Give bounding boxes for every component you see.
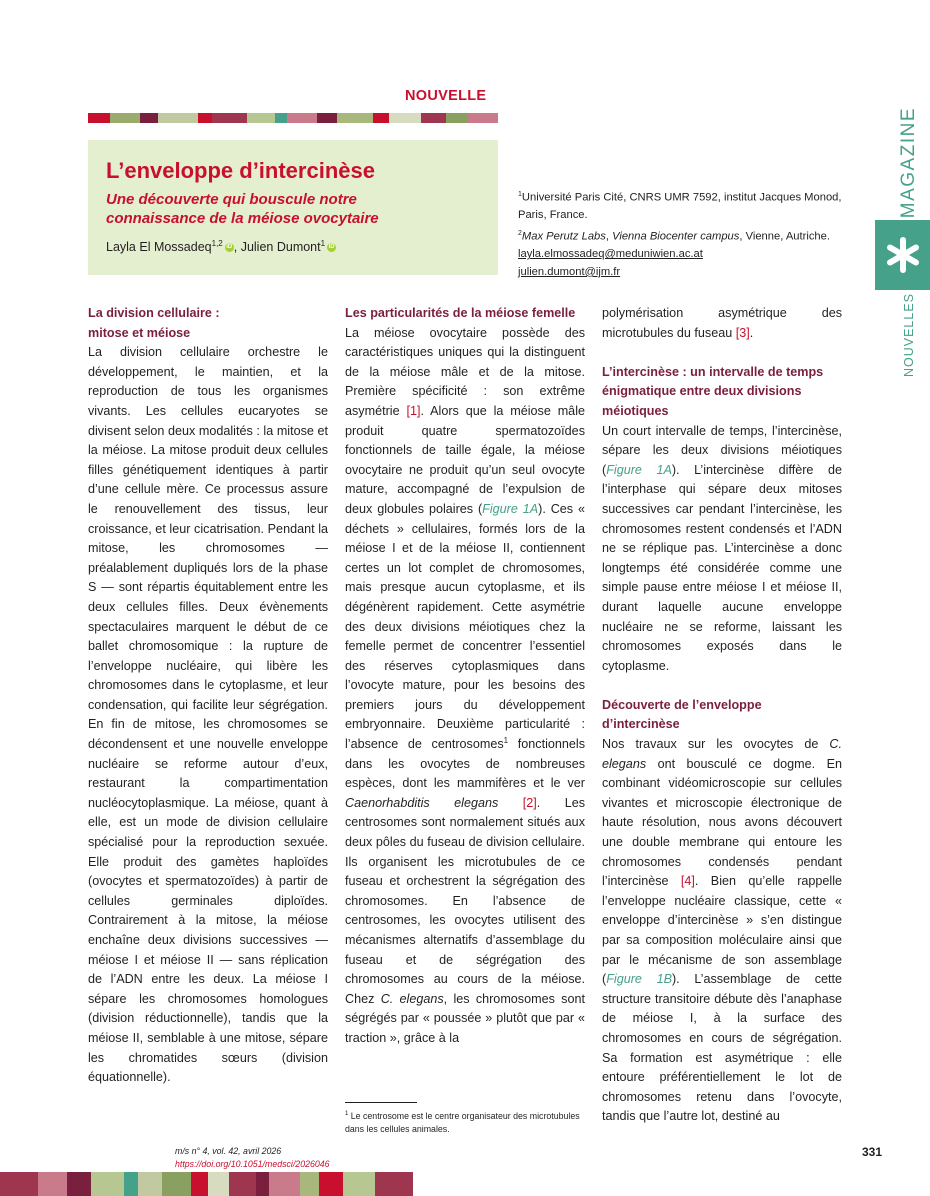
paragraph [602,304,842,343]
footnote-rule [345,1102,417,1103]
heading-line: La division cellulaire : [88,306,220,320]
species-name: C. elegans [602,737,842,771]
paragraph [602,422,842,677]
asterisk-icon [875,220,930,290]
paragraph [602,735,842,1127]
text-run: Un court intervalle de temps, l’intercinèse, sépare les deux divisions méiotiques ( [602,423,842,477]
text-run: La méiose ovocytaire possède des caractéristiques uniques qui la distinguent de la méiose mâle et de la mitose. Première spécificité : son extrême asymétrie [345,325,585,418]
heading-line: L’intercinèse : un intervalle de temps [602,364,824,379]
heading-line: méiotiques [602,403,669,418]
affiliation-1 [518,186,842,207]
citation-link[interactable]: [2] [522,795,537,810]
article-title: L’enveloppe d’intercinèse [106,158,375,183]
text-run: ). L’intercinèse diffère de l’interphase qui sépare deux mitoses successives car pendant l’intercinèse, les chromosomes restent condensés et l’ADN ne se réplique pas. L’intercinèse a donc longtemps été considérée comme une simple pause entre méiose I et méiose II, durant laquelle aucune enveloppe nucléaire ne se reforme, laissant les chromosomes exposés dans le cytoplasme. [602,462,842,673]
citation-link[interactable]: [4] [680,874,695,889]
text-run: . [749,325,754,340]
heading-line: énigmatique entre deux divisions [602,384,802,399]
text-run: , les chromosomes sont ségrégés par « poussée » plutôt que par « traction », grâce à la [345,991,585,1045]
text-run: . Bien qu’elle rappelle l’enveloppe nucléaire classique, cette « enveloppe d’intercinèse » s’en distingue par sa composition moléculaire ainsi que par le mécanisme de son assemblage ( [602,874,842,987]
affiliation-text: , Vienne, Autriche. [739,230,830,243]
text-run: polymérisation asymétrique des microtubules du fuseau [602,306,842,340]
orcid-icon[interactable]: iD [328,244,335,251]
species-name: Caenorhabditis elegans [345,795,499,810]
citation-link[interactable]: [1] [406,403,421,418]
species-name: C. elegans [380,991,444,1006]
column-1 [88,304,328,1088]
section-heading: Découverte de l’enveloppe d’intercinèse [602,697,762,732]
footnote-text: Le centrosome est le centre organisateur des microtubules dans les cellules animales. [345,1110,580,1134]
footer-color-strip [0,1172,413,1196]
asterisk-svg [883,235,923,275]
citation-link[interactable]: [3] [735,325,750,340]
figure-link[interactable]: Figure 1A [606,462,672,477]
subtitle-line-1: Une découverte qui bouscule notre [106,191,357,208]
section-heading: Les particularités de la méiose femelle [345,306,576,320]
section-label: NOUVELLE [405,88,487,104]
header-color-strip [88,113,498,123]
paragraph [345,324,585,1049]
heading-line: mitose et méiose [88,325,191,340]
spacer [602,676,842,696]
journal-citation: m/s n° 4, vol. 42, avril 2026 [175,1146,282,1156]
column-2 [345,304,585,1049]
section-heading [88,304,328,343]
text-run: ). Ces « déchets » cellulaires, formés lors de la méiose I et de la méiose II, contiennent certes un lot complet de chromosomes, mais presque aucun cytoplasme, et ils dégénèrent rapidement. Cette asymétrie des deux divisions méiotiques chez la femelle permet de concentrer l’essentiel des réserves cytoplasmiques dans l’ovocyte mature, pour les besoins des premiers jours du développement embryonnaire. Deuxième particularité : l’absence de centrosomes [345,501,585,752]
nouvelles-text: NOUVELLES [902,293,916,378]
author-affiliation-sup: 1 [320,239,326,248]
article-subtitle [106,191,486,228]
magazine-text: MAGAZINE [898,106,919,219]
affiliation-2 [518,225,838,246]
orcid-icon[interactable]: iD [226,244,233,251]
email-link[interactable]: layla.elmossadeq@meduniwien.ac.at [518,248,703,261]
affiliation-sep: , [605,230,613,243]
text-run: . Alors que la méiose mâle produit quatre spermatozoïdes fonctionnels de taille égale, la méiose ovocytaire ne produit qu’un seul ovocyte mature, accompagné de l’expulsion de deux globules polaires ( [345,403,585,516]
affiliation-text: Université Paris Cité, CNRS UMR 7592, institut Jacques Monod, [521,191,842,204]
subtitle-line-2: connaissance de la méiose ovocytaire [106,209,379,227]
author-name: Julien Dumont [240,240,321,255]
section-heading [602,363,842,422]
affiliation-1-cont: Paris, France. [518,209,588,222]
text-run: Nos travaux sur les ovocytes de [602,737,830,752]
footnote [345,1108,585,1136]
text-run: . Les centrosomes sont normalement situés aux deux pôles du fuseau de division cellulaire. Ils organisent les microtubules de ce fuseau et orchestrent la ségrégation des chromosomes. En l’absence de centrosomes, les ovocytes utilisent des mécanismes alternatifs d’assemblage du fuseau et de ségrégation des chromosomes au cours de la méiose. Chez [345,795,586,1006]
page-number: 331 [862,1145,883,1159]
nouvelles-label [891,293,927,378]
figure-link[interactable]: Figure 1A [482,501,539,516]
doi-link[interactable]: https://doi.org/10.1051/medsci/2026046 [175,1159,330,1169]
text-run [498,796,522,810]
figure-link[interactable]: Figure 1B [606,972,672,987]
author-list [106,239,336,254]
author-name: Layla El Mossadeq [106,240,212,255]
email-link[interactable]: julien.dumont@ijm.fr [518,265,621,278]
author-affiliation-sup: 1,2 [211,239,223,248]
text-run: ). L’assemblage de cette structure transitoire débute dès l’anaphase de méiose I, à la surface des chromosomes en cours de ségrégation. Sa formation est asymétrique : elle entoure préférentiellement le lot de chromosomes retenu dans l’ovocyte, tandis que l’autre lot, destiné au [602,972,843,1124]
magazine-label [891,105,927,220]
author-separator: , [233,240,241,255]
text-run: ont bousculé ce dogme. En combinant vidéomicroscopie sur cellules vivantes et microscopie électronique de haute résolution, nous avons découvert une double membrane qui entoure les chromosomes condensés pendant l’intercinèse [602,756,842,889]
affiliation-lab: Max Perutz Labs [521,230,606,243]
column-3 [602,304,842,1127]
text-run: fonctionnels dans les ovocytes de nombreuses espèces, dont les mammifères et le ver [345,737,585,791]
footnote-sup: 1 [345,1111,349,1117]
footnote-marker[interactable]: 1 [503,735,509,745]
affiliation-sup: 1 [518,191,522,198]
affiliation-campus: Vienna Biocenter campus [612,230,740,243]
spacer [602,343,842,363]
affiliations [518,186,842,281]
affiliation-sup: 2 [518,229,522,237]
paragraph: La division cellulaire orchestre le développement, le maintien, et la reproduction de tous les organismes vivants. Les cellules eucaryotes se divisent selon deux modalités : la mitose et la méiose. La mitose produit deux cellules filles génétiquement identiques à partir d’une cellule mère. Ce processus assure le renouvellement des tissus, leur croissance, et leur cicatrisation. Pendant la mitose, les chromosomes — préalablement dupliqués lors de la phase S — sont répartis équitablement entre les deux cellules filles. Deux évènements spectaculaires marquent le début de ce ballet chromosomique : la rupture de l’enveloppe nucléaire, qui libère les chromosomes dans le cytoplasme, et leur condensation, qui facilite leur ségrégation. En fin de mitose, les chromosomes se décondensent et une nouvelle enveloppe nucléaire se reforme autour d’eux, restaurant la compartimentation nucléocytoplasmique. La méiose, quant à elle, est un mode de division cellulaire spécialisé pour la reproduction sexuée. Elle produit des gamètes haploïdes (ovocytes et spermatozoïdes) à partir de cellules germinales diploïdes. Contrairement à la mitose, la méiose enchaîne deux divisions successives — méiose I et méiose II — sans réplication de l’ADN entre les deux. La méiose I sépare les chromosomes homologues (division réductionnelle), tandis que la méiose II, semblable à une mitose, sépare les chromatides sœurs (division équationnelle). [88,345,328,1085]
